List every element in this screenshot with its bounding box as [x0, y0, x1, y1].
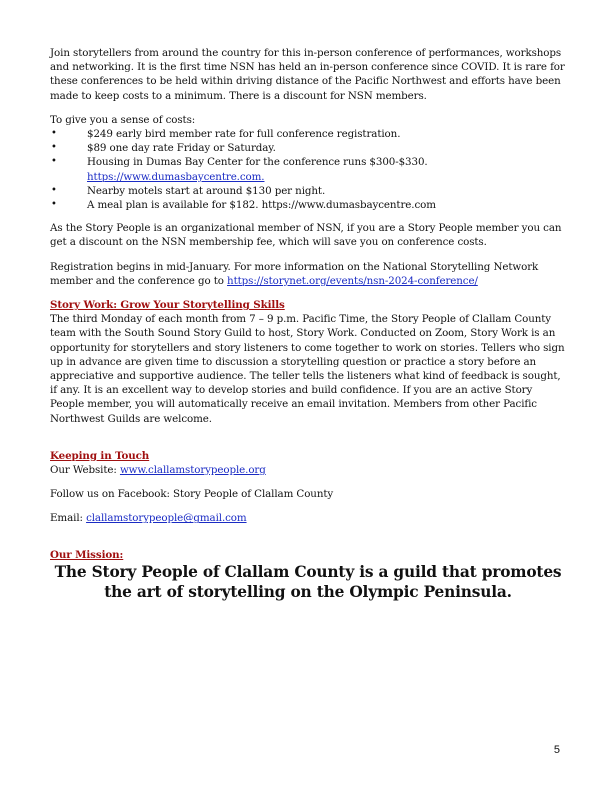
bullet-icon: •: [51, 156, 57, 168]
registration-paragraph: [50, 260, 566, 288]
list-item: [50, 184, 566, 198]
list-item: [50, 127, 566, 141]
list-item-text: Nearby motels start at around $130 per night.: [87, 184, 326, 197]
email-link[interactable]: clallamstorypeople@gmail.com: [86, 512, 247, 525]
bullet-icon: •: [51, 142, 57, 154]
story-work-paragraph: The third Monday of each month from 7 – 9 p.m. Pacific Time, the Story People of Clallam County team with the South Sound Story Guild to host, Story Work. Conducted on Zoom, Story Work is an opportunity for storytellers and story listeners to come together to work on stories. Tellers who sign up in advance are given time to discussion a storytelling question or practice a story before an appreciative and supportive audience. The teller tells the listeners what kind of feedback is sought, if any. It is an excellent way to develop stories and build confidence. If you are an active Story People member, you will automatically receive an email invitation. Members from other Pacific Northwest Guilds are welcome.: [50, 313, 565, 425]
mission-heading: Our Mission:: [50, 548, 124, 561]
bullet-icon: •: [51, 128, 57, 140]
membership-paragraph: As the Story People is an organizational member of NSN, if you are a Story People member you can get a discount on the NSN membership fee, which will save you on conference costs.: [50, 222, 562, 249]
bullet-icon: •: [51, 184, 57, 196]
list-item: [50, 141, 566, 155]
intro-paragraph: Join storytellers from around the country for this in-person conference of performances, workshops and networking. It is the first time NSN has held an in-person conference since COVID. It is rare for these conferences to be held within driving distance of the Pacific Northwest and efforts have been made to keep costs to a minimum. There is a discount for NSN members.: [50, 47, 565, 102]
costs-list: [50, 127, 566, 212]
dumas-bay-link[interactable]: https://www.dumasbaycentre.com.: [87, 170, 265, 183]
list-item-text: $249 early bird member rate for full conference registration.: [87, 128, 401, 141]
list-item-text: Housing in Dumas Bay Center for the conference runs $300-$330.: [87, 156, 428, 169]
website-link[interactable]: www.clallamstorypeople.org: [119, 464, 266, 477]
mission-statement: The Story People of Clallam County is a guild that promotes the art of storytelling on the Olympic Peninsula.: [54, 562, 562, 601]
list-item: [50, 155, 566, 183]
registration-text: Registration begins in mid-January. For more information on the National Storytelling Network member and the conference go to: [50, 260, 539, 287]
website-line: [50, 463, 566, 477]
email-label: Email:: [50, 512, 87, 525]
document-page: [50, 46, 566, 602]
facebook-line: Follow us on Facebook: Story People of Clallam County: [50, 488, 334, 501]
list-item: [50, 198, 566, 212]
keeping-in-touch-heading: Keeping in Touch: [50, 449, 150, 462]
page-number: 5: [553, 744, 560, 756]
bullet-icon: •: [51, 199, 57, 211]
website-label: Our Website:: [50, 464, 120, 477]
story-work-heading: Story Work: Grow Your Storytelling Skills: [50, 299, 285, 312]
list-item-text: A meal plan is available for $182. https://www.dumasbaycentre.com: [87, 199, 436, 212]
email-line: [50, 511, 566, 525]
storynet-link[interactable]: https://storynet.org/events/nsn-2024-conference/: [227, 274, 478, 287]
costs-intro: To give you a sense of costs:: [50, 113, 196, 126]
list-item-text: $89 one day rate Friday or Saturday.: [87, 142, 276, 155]
